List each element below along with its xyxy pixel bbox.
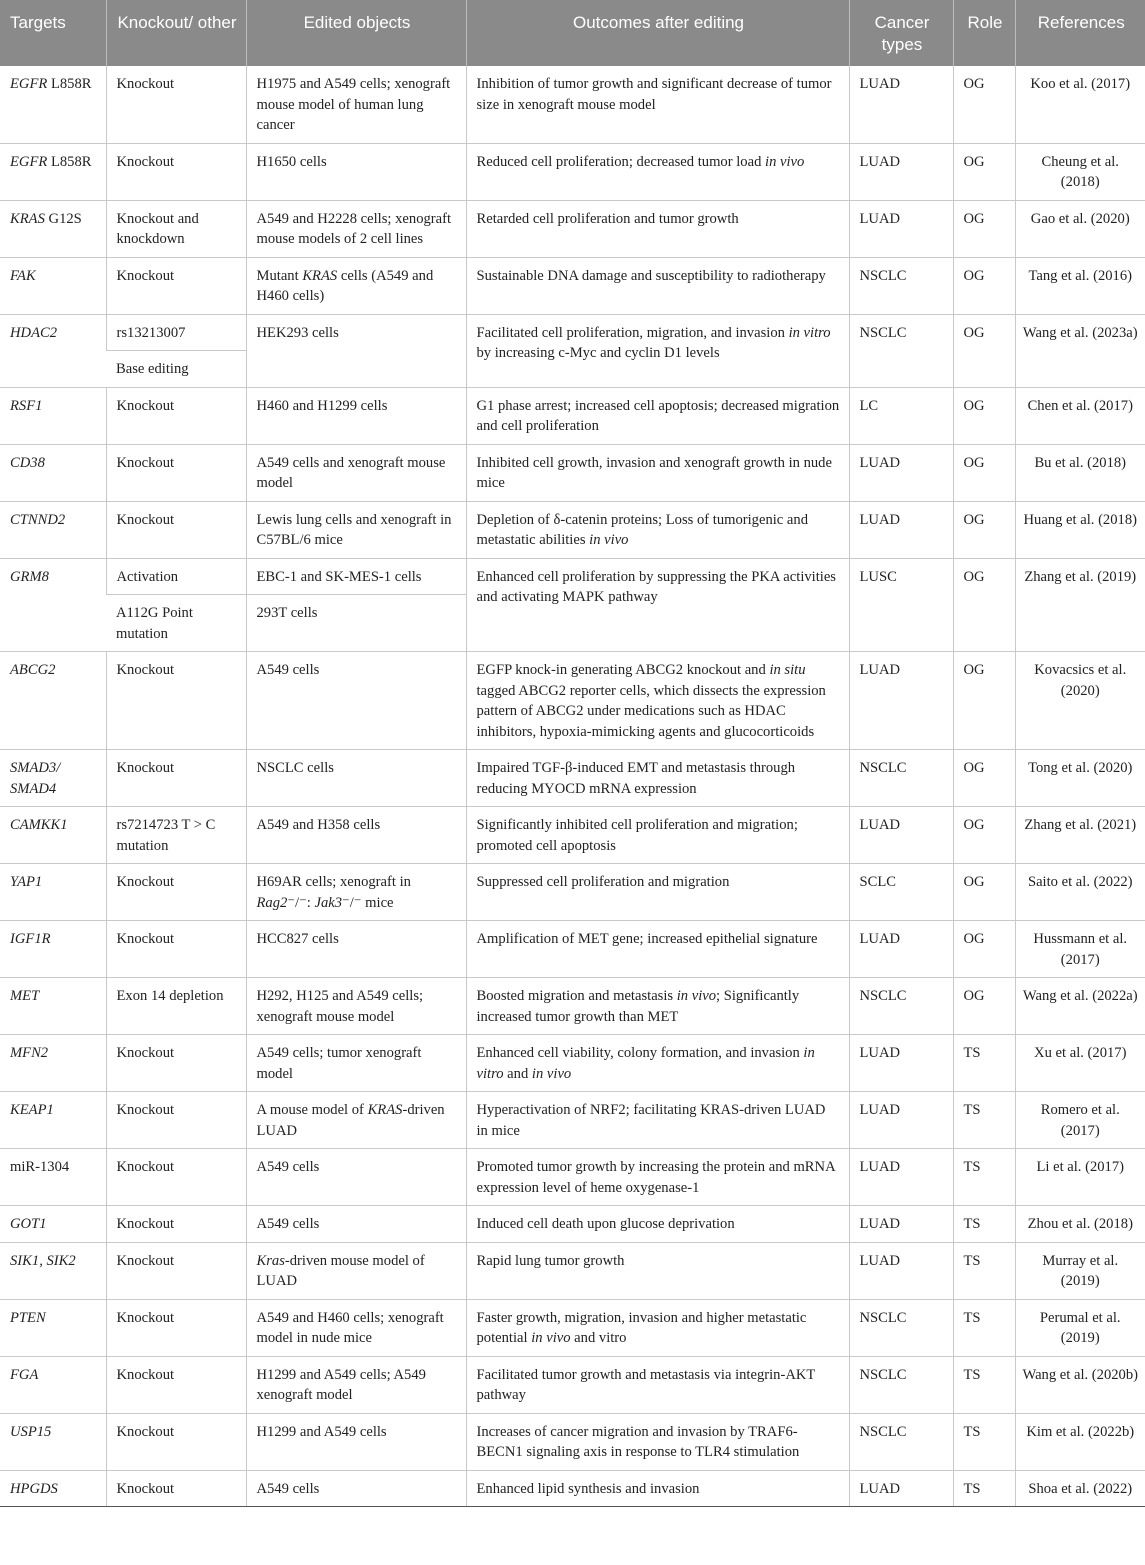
outcome-cell: Promoted tumor growth by increasing the protein and mRNA expression level of heme oxygenase-1 <box>466 1149 849 1206</box>
outcome-cell: Enhanced lipid synthesis and invasion <box>466 1470 849 1507</box>
table-row <box>0 444 1145 501</box>
method-cell: Knockout and knockdown <box>106 200 246 257</box>
objects-text: -driven mouse model of LUAD <box>256 1252 425 1289</box>
outcome-cell: Hyperactivation of NRF2; facilitating KRAS-driven LUAD in mice <box>466 1092 849 1149</box>
target-cell <box>0 501 106 558</box>
cancer-cell: LUAD <box>849 1470 953 1507</box>
method-cell: Exon 14 depletion <box>106 978 246 1035</box>
gene-name: IGF1R <box>10 931 51 947</box>
reference-cell: Zhang et al. (2021) <box>1015 807 1145 864</box>
reference-cell: Koo et al. (2017) <box>1015 66 1145 143</box>
method-cell: Knockout <box>106 501 246 558</box>
outcome-text-2: by increasing c-Myc and cyclin D1 levels <box>476 345 720 361</box>
outcome-cell: Enhanced cell proliferation by suppressing the PKA activities and activating MAPK pathway <box>466 558 849 652</box>
objects-cell: A549 cells; tumor xenograft model <box>246 1035 466 1092</box>
reference-cell: Huang et al. (2018) <box>1015 501 1145 558</box>
role-cell: TS <box>953 1299 1015 1356</box>
outcome-italic: in vitro <box>476 1045 815 1082</box>
table-row <box>0 1470 1145 1507</box>
outcome-text: Reduced cell proliferation; decreased tumor load <box>476 153 766 170</box>
objects-cell: A549 and H358 cells <box>246 807 466 864</box>
reference-cell: Wang et al. (2023a) <box>1015 314 1145 387</box>
outcome-text: Facilitated cell proliferation, migration, and invasion <box>476 324 789 341</box>
objects-cell: H460 and H1299 cells <box>246 387 466 444</box>
objects-text: Mutant <box>256 267 303 284</box>
table-row <box>0 66 1145 143</box>
outcome-cell <box>466 652 849 750</box>
cancer-cell: NSCLC <box>849 257 953 314</box>
gene-name: PTEN <box>10 1309 46 1326</box>
outcome-cell <box>466 1035 849 1092</box>
method-cell: Knockout <box>106 864 246 921</box>
gene-name: MET <box>10 988 40 1004</box>
outcome-italic: in vivo <box>589 532 629 548</box>
target-cell <box>0 1356 106 1413</box>
target-cell <box>0 652 106 750</box>
method-cell: Knockout <box>106 143 246 200</box>
cancer-cell: LUAD <box>849 143 953 200</box>
gene-name: CAMKK1 <box>10 817 68 833</box>
objects-cell <box>246 257 466 314</box>
role-cell: OG <box>953 200 1015 257</box>
mutation: L858R <box>47 153 92 170</box>
outcome-italic: in vitro <box>788 324 831 341</box>
outcome-cell <box>466 143 849 200</box>
role-cell: TS <box>953 1242 1015 1299</box>
outcome-cell: Significantly inhibited cell proliferation and migration; promoted cell apoptosis <box>466 807 849 864</box>
role-cell: TS <box>953 1470 1015 1507</box>
header-knockout-other: Knockout/ other <box>106 0 246 66</box>
method-cell: Knockout <box>106 444 246 501</box>
header-cancer-types: Cancer types <box>849 0 953 66</box>
objects-cell: Lewis lung cells and xenograft in C57BL/6 mice <box>246 501 466 558</box>
objects-cell: A549 cells and xenograft mouse model <box>246 444 466 501</box>
objects-italic: KRAS <box>367 1102 403 1118</box>
method-cell: Base editing <box>106 351 246 388</box>
table-row <box>0 807 1145 864</box>
header-role: Role <box>953 0 1015 66</box>
reference-cell: Zhou et al. (2018) <box>1015 1206 1145 1243</box>
objects-cell: 293T cells <box>246 595 466 652</box>
method-cell: rs7214723 T > C mutation <box>106 807 246 864</box>
objects-cell: NSCLC cells <box>246 750 466 807</box>
role-cell: TS <box>953 1413 1015 1470</box>
gene-name: EGFR <box>10 76 48 92</box>
reference-cell: Tang et al. (2016) <box>1015 257 1145 314</box>
method-cell: Knockout <box>106 1092 246 1149</box>
objects-cell: H1975 and A549 cells; xenograft mouse model of human lung cancer <box>246 66 466 143</box>
method-cell: Knockout <box>106 1356 246 1413</box>
objects-cell: A549 and H460 cells; xenograft model in nude mice <box>246 1299 466 1356</box>
objects-italic: Kras <box>256 1252 285 1269</box>
objects-cell: A549 cells <box>246 1149 466 1206</box>
gene-name: FAK <box>10 267 36 284</box>
outcome-cell <box>466 501 849 558</box>
role-cell: OG <box>953 257 1015 314</box>
objects-text: A mouse model of <box>256 1102 368 1118</box>
gene-name: CD38 <box>10 454 45 471</box>
reference-cell: Cheung et al. (2018) <box>1015 143 1145 200</box>
gene-name: KEAP1 <box>10 1102 54 1118</box>
reference-cell: Wang et al. (2022a) <box>1015 978 1145 1035</box>
target-cell <box>0 1242 106 1299</box>
table-row <box>0 750 1145 807</box>
table-row <box>0 387 1145 444</box>
role-cell: TS <box>953 1149 1015 1206</box>
target-cell <box>0 200 106 257</box>
cancer-cell: NSCLC <box>849 1356 953 1413</box>
table-row <box>0 1092 1145 1149</box>
outcome-text: Boosted migration and metastasis <box>476 988 677 1004</box>
reference-cell: Kim et al. (2022b) <box>1015 1413 1145 1470</box>
gene-name: miR-1304 <box>10 1159 70 1175</box>
table-row <box>0 1242 1145 1299</box>
gene-name: RSF1 <box>10 397 43 414</box>
outcome-cell: Induced cell death upon glucose deprivation <box>466 1206 849 1243</box>
outcome-cell <box>466 1299 849 1356</box>
role-cell: OG <box>953 864 1015 921</box>
cancer-cell: LC <box>849 387 953 444</box>
objects-cell: A549 cells <box>246 652 466 750</box>
reference-cell: Gao et al. (2020) <box>1015 200 1145 257</box>
outcome-italic: in vivo <box>531 1330 571 1346</box>
role-cell: TS <box>953 1092 1015 1149</box>
reference-cell: Perumal et al. (2019) <box>1015 1299 1145 1356</box>
outcome-cell: Sustainable DNA damage and susceptibility to radiotherapy <box>466 257 849 314</box>
method-cell: Knockout <box>106 1242 246 1299</box>
target-cell <box>0 1206 106 1243</box>
reference-cell: Bu et al. (2018) <box>1015 444 1145 501</box>
gene-name: GRM8 <box>10 568 49 585</box>
table-row <box>0 1206 1145 1243</box>
table-row <box>0 1299 1145 1356</box>
role-cell: OG <box>953 66 1015 143</box>
method-cell: Knockout <box>106 1035 246 1092</box>
superscript: ⁻/⁻ <box>287 894 307 911</box>
method-cell: Knockout <box>106 1149 246 1206</box>
target-cell <box>0 1413 106 1470</box>
table-row <box>0 921 1145 978</box>
cancer-cell: LUAD <box>849 1206 953 1243</box>
target-cell <box>0 66 106 143</box>
cancer-cell: LUAD <box>849 501 953 558</box>
role-cell: OG <box>953 921 1015 978</box>
cancer-cell: LUAD <box>849 652 953 750</box>
outcome-cell: Facilitated tumor growth and metastasis via integrin-AKT pathway <box>466 1356 849 1413</box>
outcome-italic: in vivo <box>765 153 805 170</box>
cancer-cell: SCLC <box>849 864 953 921</box>
objects-cell: H1650 cells <box>246 143 466 200</box>
objects-cell: EBC-1 and SK-MES-1 cells <box>246 558 466 595</box>
reference-cell: Hussmann et al. (2017) <box>1015 921 1145 978</box>
objects-cell: HEK293 cells <box>246 314 466 387</box>
objects-italic: KRAS <box>302 267 338 284</box>
objects-cell: A549 and H2228 cells; xenograft mouse models of 2 cell lines <box>246 200 466 257</box>
outcome-cell <box>466 314 849 387</box>
role-cell: OG <box>953 558 1015 652</box>
objects-cell: H292, H125 and A549 cells; xenograft mouse model <box>246 978 466 1035</box>
target-cell <box>0 314 106 387</box>
outcome-cell: G1 phase arrest; increased cell apoptosis; decreased migration and cell proliferation <box>466 387 849 444</box>
reference-cell: Romero et al. (2017) <box>1015 1092 1145 1149</box>
gene-name: CTNND2 <box>10 511 66 528</box>
method-cell: Knockout <box>106 66 246 143</box>
outcome-italic: in situ <box>769 662 806 678</box>
target-cell <box>0 921 106 978</box>
outcome-italic: in vivo <box>676 988 717 1004</box>
mutation: L858R <box>47 76 92 92</box>
table-row <box>0 143 1145 200</box>
target-cell <box>0 1035 106 1092</box>
cancer-cell: LUAD <box>849 66 953 143</box>
objects-italic: Rag2 <box>256 894 288 911</box>
gene-name: HPGDS <box>10 1480 58 1497</box>
outcome-cell: Suppressed cell proliferation and migration <box>466 864 849 921</box>
gene-name: SIK1, SIK2 <box>10 1252 76 1269</box>
role-cell: OG <box>953 143 1015 200</box>
role-cell: OG <box>953 652 1015 750</box>
reference-cell: Shoa et al. (2022) <box>1015 1470 1145 1507</box>
objects-cell: A549 cells <box>246 1470 466 1507</box>
method-cell: Knockout <box>106 387 246 444</box>
outcome-text: Faster growth, migration, invasion and higher metastatic potential <box>476 1309 807 1346</box>
role-cell: TS <box>953 1356 1015 1413</box>
target-cell <box>0 864 106 921</box>
outcome-cell: Inhibited cell growth, invasion and xenograft growth in nude mice <box>466 444 849 501</box>
gene-name: SMAD3/ SMAD4 <box>10 760 61 797</box>
objects-text-2: cells (A549 and H460 cells) <box>256 267 434 304</box>
cancer-cell: NSCLC <box>849 1413 953 1470</box>
method-cell: Knockout <box>106 257 246 314</box>
method-cell: Knockout <box>106 1299 246 1356</box>
method-cell: A112G Point mutation <box>106 595 246 652</box>
target-cell <box>0 1149 106 1206</box>
gene-name: HDAC2 <box>10 324 58 341</box>
outcome-text-2: and vitro <box>570 1330 627 1346</box>
role-cell: OG <box>953 501 1015 558</box>
cancer-cell: LUSC <box>849 558 953 652</box>
objects-cell: H1299 and A549 cells <box>246 1413 466 1470</box>
mutation: G12S <box>44 210 82 227</box>
target-cell <box>0 387 106 444</box>
cancer-cell: LUAD <box>849 1149 953 1206</box>
method-cell: rs13213007 <box>106 314 246 351</box>
cancer-cell: LUAD <box>849 921 953 978</box>
target-cell <box>0 807 106 864</box>
gene-name: MFN2 <box>10 1045 49 1061</box>
cancer-cell: LUAD <box>849 1242 953 1299</box>
role-cell: TS <box>953 1035 1015 1092</box>
cancer-cell: NSCLC <box>849 1299 953 1356</box>
cancer-cell: LUAD <box>849 1092 953 1149</box>
reference-cell: Kovacsics et al. (2020) <box>1015 652 1145 750</box>
table-row <box>0 1035 1145 1092</box>
target-cell <box>0 978 106 1035</box>
objects-text-3: mice <box>361 894 394 911</box>
cancer-cell: LUAD <box>849 444 953 501</box>
target-cell <box>0 1092 106 1149</box>
table-row <box>0 864 1145 921</box>
method-cell: Knockout <box>106 921 246 978</box>
header-row <box>0 0 1145 66</box>
outcome-text-2: ; Significantly increased tumor growth than MET <box>476 988 800 1025</box>
objects-cell: HCC827 cells <box>246 921 466 978</box>
cancer-cell: NSCLC <box>849 750 953 807</box>
table-row <box>0 1413 1145 1470</box>
role-cell: OG <box>953 807 1015 864</box>
cancer-cell: LUAD <box>849 1035 953 1092</box>
role-cell: OG <box>953 978 1015 1035</box>
objects-cell: H1299 and A549 cells; A549 xenograft model <box>246 1356 466 1413</box>
reference-cell: Saito et al. (2022) <box>1015 864 1145 921</box>
objects-text: H69AR cells; xenograft in <box>256 874 411 890</box>
target-cell <box>0 143 106 200</box>
table-row <box>0 1356 1145 1413</box>
cancer-cell: NSCLC <box>849 978 953 1035</box>
header-edited-objects: Edited objects <box>246 0 466 66</box>
header-outcomes: Outcomes after editing <box>466 0 849 66</box>
role-cell: OG <box>953 314 1015 387</box>
target-cell <box>0 1299 106 1356</box>
objects-text-2: -driven LUAD <box>256 1102 445 1139</box>
outcome-cell: Increases of cancer migration and invasion by TRAF6-BECN1 signaling axis in response to TLR4 stimulation <box>466 1413 849 1470</box>
outcome-text: EGFP knock-in generating ABCG2 knockout and <box>476 662 770 678</box>
target-cell <box>0 750 106 807</box>
objects-italic-2: Jak3 <box>314 894 343 911</box>
outcome-text: Enhanced cell viability, colony formation, and invasion <box>476 1045 804 1061</box>
reference-cell: Chen et al. (2017) <box>1015 387 1145 444</box>
table-row <box>0 558 1145 595</box>
objects-cell: A549 cells <box>246 1206 466 1243</box>
role-cell: OG <box>953 387 1015 444</box>
table-row <box>0 200 1145 257</box>
reference-cell: Murray et al. (2019) <box>1015 1242 1145 1299</box>
outcome-cell <box>466 978 849 1035</box>
table-row <box>0 978 1145 1035</box>
method-cell: Knockout <box>106 1413 246 1470</box>
method-cell: Knockout <box>106 652 246 750</box>
method-cell: Knockout <box>106 1206 246 1243</box>
outcome-cell: Rapid lung tumor growth <box>466 1242 849 1299</box>
gene-name: GOT1 <box>10 1216 47 1232</box>
outcome-cell: Impaired TGF-β-induced EMT and metastasis through reducing MYOCD mRNA expression <box>466 750 849 807</box>
gene-name: USP15 <box>10 1423 52 1440</box>
method-cell: Knockout <box>106 1470 246 1507</box>
role-cell: OG <box>953 444 1015 501</box>
objects-cell <box>246 864 466 921</box>
reference-cell: Xu et al. (2017) <box>1015 1035 1145 1092</box>
gene-name: EGFR <box>10 153 48 170</box>
reference-cell: Wang et al. (2020b) <box>1015 1356 1145 1413</box>
reference-cell: Zhang et al. (2019) <box>1015 558 1145 652</box>
target-cell <box>0 444 106 501</box>
cancer-cell: NSCLC <box>849 314 953 387</box>
table-row <box>0 1149 1145 1206</box>
outcome-text-2: tagged ABCG2 reporter cells, which dissects the expression pattern of ABCG2 under medications such as HDAC inhibitors, hypoxia-mimicking agents and glucocorticoids <box>476 682 826 740</box>
superscript-2: ⁻/⁻ <box>342 894 362 911</box>
table-row <box>0 652 1145 750</box>
method-cell: Knockout <box>106 750 246 807</box>
table-row <box>0 257 1145 314</box>
outcome-text-2: and <box>503 1065 532 1082</box>
gene-name: YAP1 <box>10 874 43 890</box>
outcome-cell: Retarded cell proliferation and tumor growth <box>466 200 849 257</box>
reference-cell: Tong et al. (2020) <box>1015 750 1145 807</box>
outcome-cell: Inhibition of tumor growth and significant decrease of tumor size in xenograft mouse model <box>466 66 849 143</box>
target-cell <box>0 558 106 652</box>
gene-name: KRAS <box>10 210 45 227</box>
header-references: References <box>1015 0 1145 66</box>
method-cell: Activation <box>106 558 246 595</box>
target-cell <box>0 1470 106 1507</box>
cancer-cell: LUAD <box>849 807 953 864</box>
objects-cell <box>246 1092 466 1149</box>
target-cell <box>0 257 106 314</box>
objects-text-2: : <box>306 894 315 911</box>
reference-cell: Li et al. (2017) <box>1015 1149 1145 1206</box>
outcome-cell: Amplification of MET gene; increased epithelial signature <box>466 921 849 978</box>
gene-name: FGA <box>10 1366 39 1383</box>
objects-cell <box>246 1242 466 1299</box>
outcome-italic-2: in vivo <box>531 1065 572 1082</box>
header-targets: Targets <box>0 0 106 66</box>
gene-name: ABCG2 <box>10 662 56 678</box>
table-row <box>0 314 1145 351</box>
cancer-cell: LUAD <box>849 200 953 257</box>
role-cell: OG <box>953 750 1015 807</box>
table-row <box>0 501 1145 558</box>
role-cell: TS <box>953 1206 1015 1243</box>
outcome-text: Depletion of δ-catenin proteins; Loss of tumorigenic and metastatic abilities <box>476 511 809 548</box>
